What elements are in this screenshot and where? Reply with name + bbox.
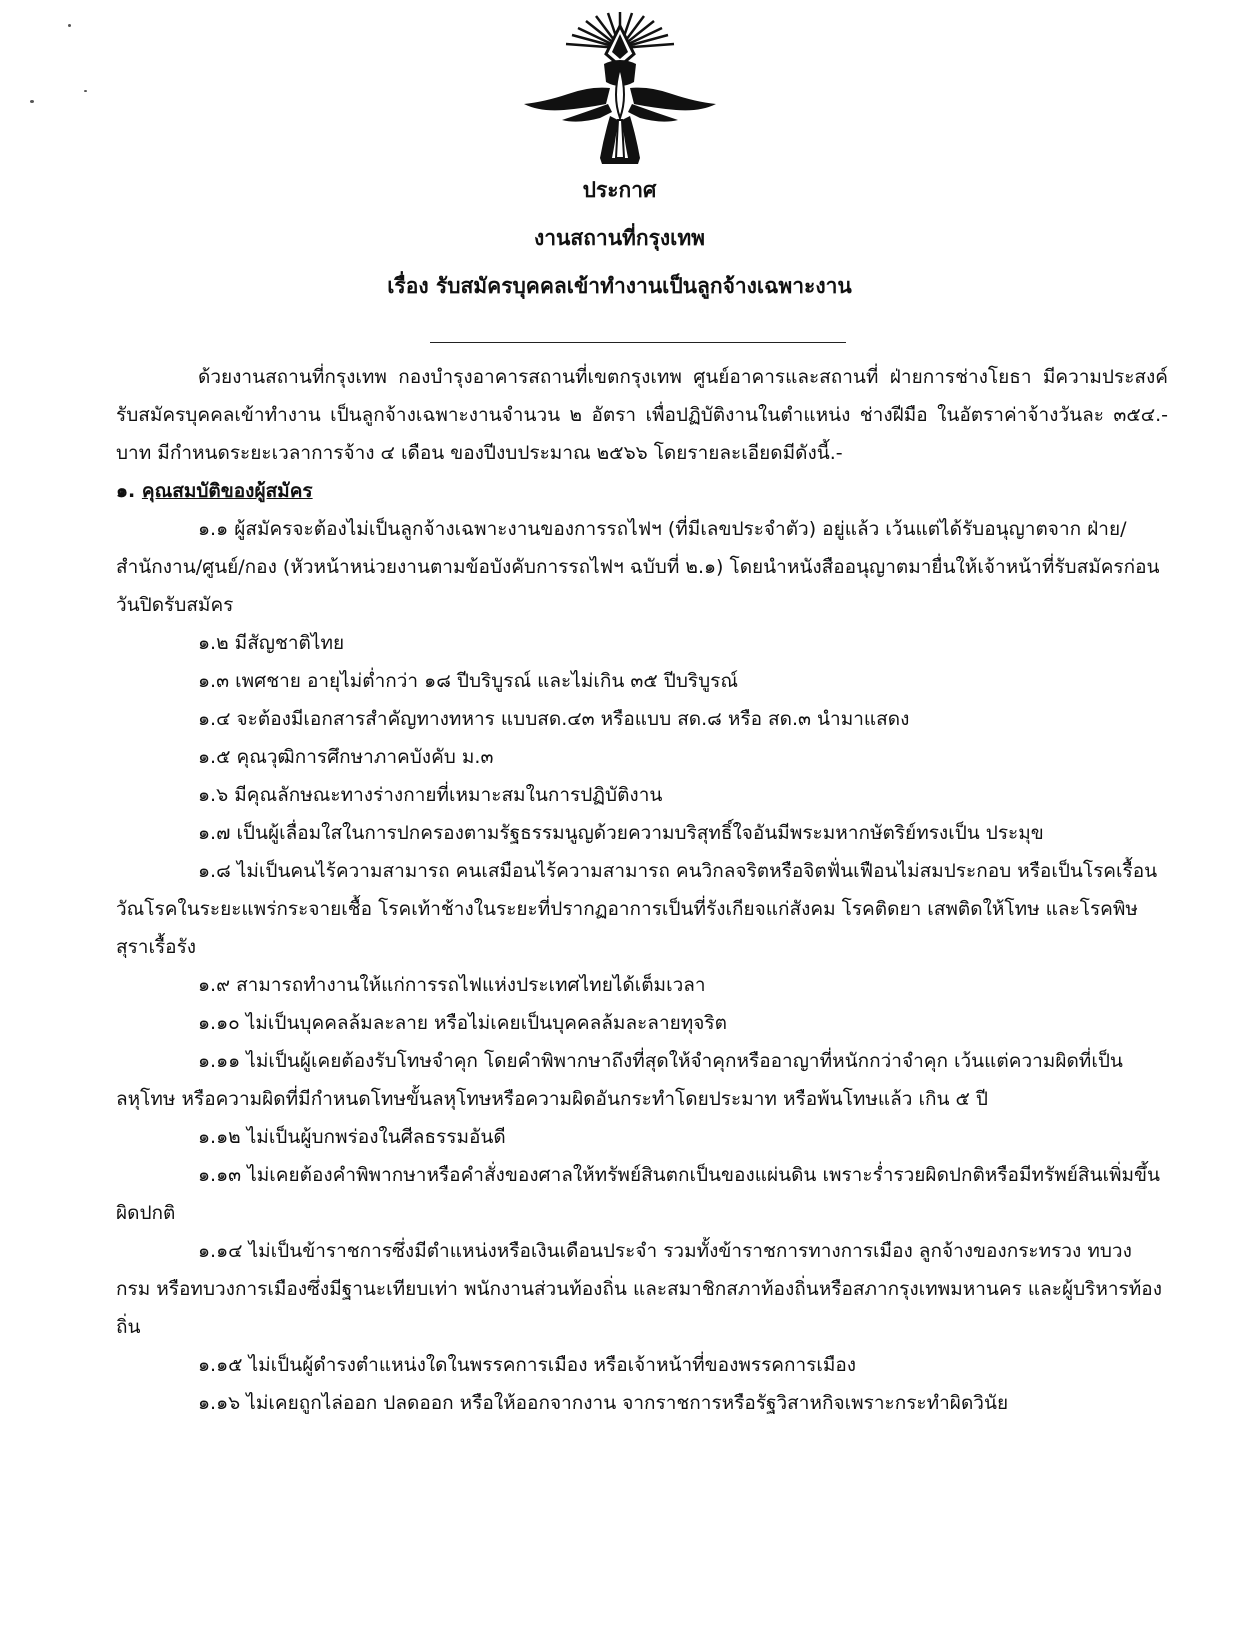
qualification-item xyxy=(116,1042,1168,1118)
intro-paragraph: ด้วยงานสถานที่กรุงเทพ กองบำรุงอาคารสถานที่เขตกรุงเทพ ศูนย์อาคารและสถานที่ ฝ่ายการช่างโยธา มีความประสงค์รับสมัครบุคคลเข้าทำงาน เป็นลูกจ้างเฉพาะงานจำนวน ๒ อัตรา เพื่อปฏิบัติงานในตำแหน่ง ช่างฝีมือ ในอัตราค่าจ้างวันละ ๓๕๔.-บาท มีกำหนดระยะเวลาการจ้าง ๔ เดือน ของปีงบประมาณ ๒๕๖๖ โดยรายละเอียดมีดังนี้.- xyxy=(116,366,1168,464)
qualification-item xyxy=(116,510,1168,624)
announcement-heading: ประกาศ xyxy=(582,178,657,202)
qualification-item xyxy=(116,852,1168,966)
qualification-item xyxy=(116,700,1168,738)
item-number: ๑.๑๒ xyxy=(198,1126,241,1148)
item-text: มีสัญชาติไทย xyxy=(234,632,345,654)
qualification-item xyxy=(116,1156,1168,1232)
item-number: ๑.๑๕ xyxy=(198,1354,243,1376)
item-number: ๑.๑๐ xyxy=(198,1012,240,1034)
item-number: ๑.๑๓ xyxy=(198,1164,242,1186)
item-text: สามารถทำงานให้แก่การรถไฟแห่งประเทศไทยได้เต็มเวลา xyxy=(236,974,706,996)
item-number: ๑.๘ xyxy=(198,860,231,882)
qualification-item xyxy=(116,966,1168,1004)
qualification-item xyxy=(116,1118,1168,1156)
qualification-item xyxy=(116,776,1168,814)
qualification-item xyxy=(116,1232,1168,1346)
office-name-heading: งานสถานที่กรุงเทพ xyxy=(533,226,706,250)
item-text: เพศชาย อายุไม่ต่ำกว่า ๑๘ ปีบริบูรณ์ และไม่เกิน ๓๕ ปีบริบูรณ์ xyxy=(235,670,738,692)
item-text: ไม่เป็นผู้เคยต้องรับโทษจำคุก โดยคำพิพากษาถึงที่สุดให้จำคุกหรืออาญาที่หนักกว่าจำคุก เว้นแต่ความผิดที่เป็นลหุโทษ หรือความผิดที่มีกำหนดโทษขั้นลหุโทษหรือความผิดอันกระทำโดยประมาท หรือพ้นโทษแล้ว เกิน ๕ ปี xyxy=(116,1050,1123,1110)
item-text: มีคุณลักษณะทางร่างกายที่เหมาะสมในการปฏิบัติงาน xyxy=(234,784,663,806)
document-body xyxy=(116,358,1168,1422)
qualification-item xyxy=(116,814,1168,852)
item-number: ๑.๑๑ xyxy=(198,1050,241,1072)
item-number: ๑.๑๔ xyxy=(198,1240,243,1262)
item-number: ๑.๑๖ xyxy=(198,1392,241,1414)
item-text: ผู้สมัครจะต้องไม่เป็นลูกจ้างเฉพาะงานของการรถไฟฯ (ที่มีเลขประจำตัว) อยู่แล้ว เว้นแต่ได้รับอนุญาตจาก ฝ่าย/สำนักงาน/ศูนย์/กอง (หัวหน้าหน่วยงานตามข้อบังคับการรถไฟฯ ฉบับที่ ๒.๑) โดยนำหนังสืออนุญาตมายื่นให้เจ้าหน้าที่รับสมัครก่อนวันปิดรับสมัคร xyxy=(116,518,1160,616)
title-underline-divider xyxy=(430,342,846,343)
scan-speck xyxy=(68,24,71,27)
item-text: จะต้องมีเอกสารสำคัญทางทหาร แบบสด.๔๓ หรือแบบ สด.๘ หรือ สด.๓ นำมาแสดง xyxy=(236,708,910,730)
qualification-item xyxy=(116,738,1168,776)
subject-heading: เรื่อง รับสมัครบุคคลเข้าทำงานเป็นลูกจ้างเฉพาะงาน xyxy=(387,274,852,298)
qualification-item xyxy=(116,662,1168,700)
item-number: ๑.๙ xyxy=(198,974,231,996)
item-text: ไม่เป็นผู้บกพร่องในศีลธรรมอันดี xyxy=(246,1126,506,1148)
item-text: เป็นผู้เลื่อมใสในการปกครองตามรัฐธรรมนูญด้วยความบริสุทธิ์ใจอันมีพระมหากษัตริย์ทรงเป็น ประมุข xyxy=(236,822,1044,844)
item-text: ไม่เป็นผู้ดำรงตำแหน่งใดในพรรคการเมือง หรือเจ้าหน้าที่ของพรรคการเมือง xyxy=(248,1354,857,1376)
item-number: ๑.๑ xyxy=(198,518,229,540)
item-number: ๑.๓ xyxy=(198,670,230,692)
section-title: คุณสมบัติของผู้สมัคร xyxy=(141,480,313,502)
item-text: ไม่เป็นข้าราชการซึ่งมีตำแหน่งหรือเงินเดือนประจำ รวมทั้งข้าราชการทางการเมือง ลูกจ้างของกระทรวง ทบวง กรม หรือทบวงการเมืองซึ่งมีฐานะเทียบเท่า พนักงานส่วนท้องถิ่น และสมาชิกสภาท้องถิ่นหรือสภากรุงเทพมหานคร และผู้บริหารท้องถิ่น xyxy=(116,1240,1162,1338)
item-text: ไม่เป็นบุคคลล้มละลาย หรือไม่เคยเป็นบุคคลล้มละลายทุจริต xyxy=(245,1012,727,1034)
item-number: ๑.๗ xyxy=(198,822,231,844)
railway-emblem-logo xyxy=(520,8,720,168)
item-text: คุณวุฒิการศึกษาภาคบังคับ ม.๓ xyxy=(236,746,494,768)
scan-speck xyxy=(30,100,34,103)
item-number: ๑.๖ xyxy=(198,784,229,806)
qualification-item xyxy=(116,1346,1168,1384)
qualification-item xyxy=(116,1384,1168,1422)
section-number: ๑. xyxy=(116,480,136,502)
item-number: ๑.๒ xyxy=(198,632,229,654)
section-1-heading xyxy=(116,472,1168,510)
item-text: ไม่เคยถูกไล่ออก ปลดออก หรือให้ออกจากงาน จากราชการหรือรัฐวิสาหกิจเพราะกระทำผิดวินัย xyxy=(246,1392,1009,1414)
item-number: ๑.๕ xyxy=(198,746,231,768)
item-number: ๑.๔ xyxy=(198,708,231,730)
qualification-item xyxy=(116,624,1168,662)
scan-speck xyxy=(84,90,87,92)
item-text: ไม่เคยต้องคำพิพากษาหรือคำสั่งของศาลให้ทรัพย์สินตกเป็นของแผ่นดิน เพราะร่ำรวยผิดปกติหรือมีทรัพย์สินเพิ่มขึ้นผิดปกติ xyxy=(116,1164,1160,1224)
item-text: ไม่เป็นคนไร้ความสามารถ คนเสมือนไร้ความสามารถ คนวิกลจริตหรือจิตฟั่นเฟือนไม่สมประกอบ หรือเป็นโรคเรื้อน วัณโรคในระยะแพร่กระจายเชื้อ โรคเท้าช้างในระยะที่ปรากฏอาการเป็นที่รังเกียจแก่สังคม โรคติดยา เสพติดให้โทษ และโรคพิษสุราเรื้อรัง xyxy=(116,860,1158,958)
qualification-item xyxy=(116,1004,1168,1042)
